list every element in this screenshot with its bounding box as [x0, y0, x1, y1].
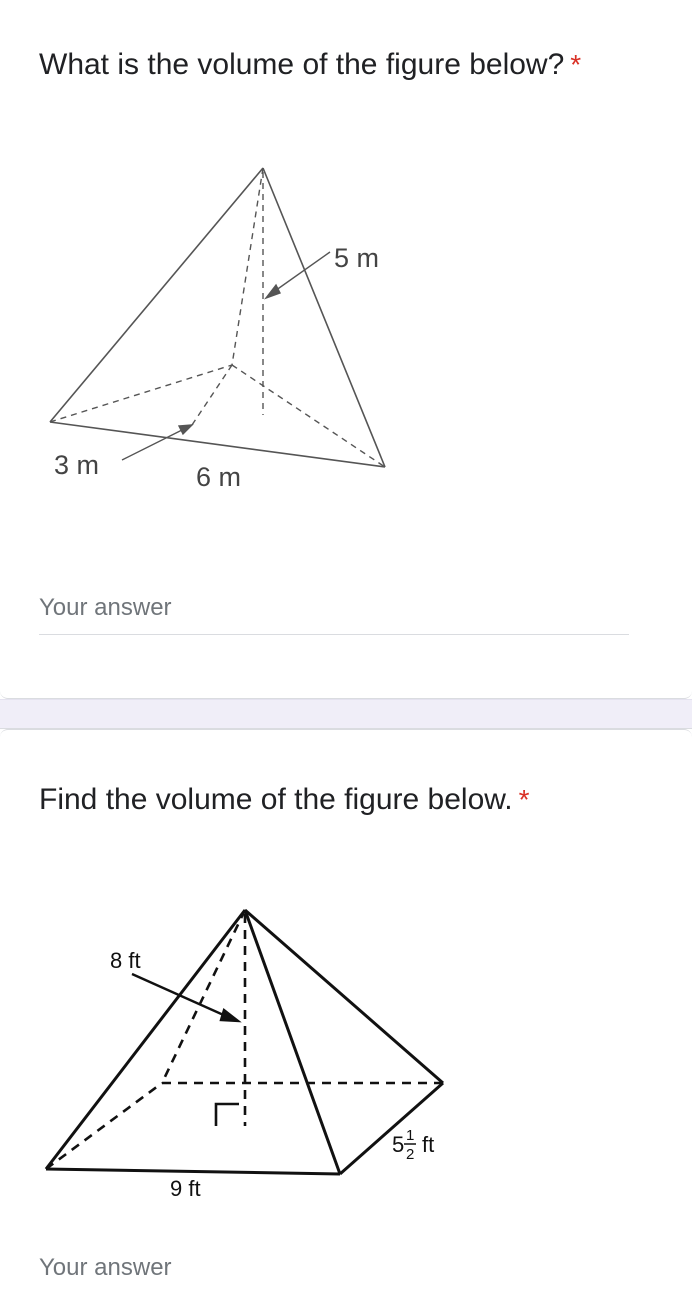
question-text: Find the volume of the figure below.: [39, 783, 513, 816]
rectangular-pyramid-figure: [40, 898, 460, 1208]
question-title: [39, 782, 530, 818]
card-separator: [0, 699, 692, 729]
answer-input[interactable]: [39, 1250, 629, 1290]
label-width: 3 m: [54, 450, 100, 480]
answer-placeholder: Your answer: [39, 594, 172, 621]
label-width-unit: ft: [422, 1132, 435, 1157]
question-title: [39, 47, 581, 83]
label-height: 5 m: [334, 243, 380, 273]
label-width-denominator: 2: [406, 1146, 415, 1163]
label-width-whole: 5: [392, 1132, 405, 1157]
required-asterisk: *: [518, 784, 530, 815]
question-card-2: [0, 729, 692, 1281]
label-width-numerator: 1: [406, 1127, 415, 1144]
triangular-pyramid-figure: [40, 160, 410, 500]
answer-placeholder: Your answer: [39, 1254, 172, 1281]
label-height: 8 ft: [110, 948, 141, 973]
label-length: 9 ft: [170, 1176, 201, 1201]
answer-input[interactable]: [39, 590, 629, 635]
label-length: 6 m: [196, 462, 242, 492]
required-asterisk: *: [570, 49, 582, 80]
question-text: What is the volume of the figure below?: [39, 48, 565, 81]
